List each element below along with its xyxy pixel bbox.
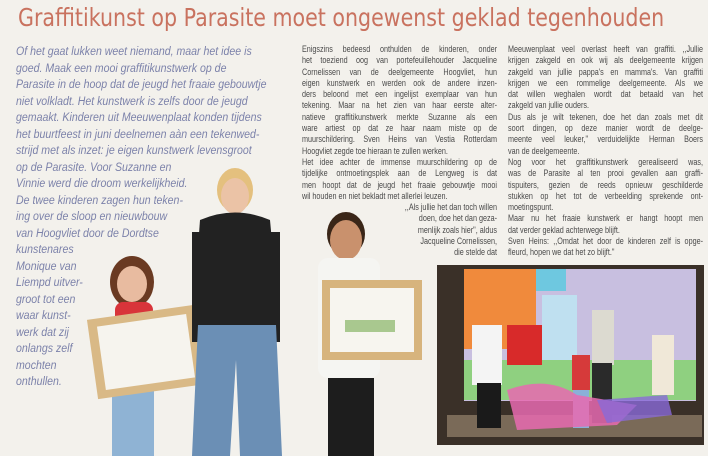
paragraph [508, 44, 703, 112]
text-line: Dus als je wilt tekenen, doe het dan zoals met dit [508, 111, 703, 122]
text-line: Cornelissen van de deelgemeente Hoogvliet, hun [302, 66, 497, 77]
article-column-2 [302, 44, 497, 259]
quote-line: ,,Als jullie het dan toch willen [404, 202, 497, 213]
intro-line: onlangs zelf [16, 341, 73, 355]
text-line: dat verder geklad achterwege blijft. [508, 224, 620, 235]
intro-line: onthullen. [16, 374, 62, 388]
text-line: natieve graffitikunstwerk merkte Suzanne als een [302, 111, 497, 122]
text-line: muurschildering. Sven Heins van Vestia Rotterdam [302, 134, 497, 145]
intro-line: werk dat zij [16, 324, 69, 339]
text-line: Enigszins bedeesd onthulden de kinderen, onder [302, 44, 497, 54]
photo-mural-unveiling [437, 265, 704, 445]
article-column-3 [508, 44, 703, 259]
text-line: was de Parasite al ten prooi gevallen aan graffi- [508, 168, 703, 179]
text-line: Het idee achter de immense muurschildering op de [302, 156, 497, 167]
text-line: krijgen we een rommelige deelgemeente. Als we [508, 77, 703, 88]
text-line: men hoopt dat de jeugd het fraaie gebouwtje mooi [302, 179, 497, 190]
text-line: tispuiters, gezien de reeds opnieuw geschilderde [508, 179, 703, 190]
intro-line: strijd met als inzet: je eigen kunstwerk levensgroot [16, 143, 252, 157]
text-line: het toeziend oog van portefeuillehouder Jacqueline [302, 55, 497, 66]
text-line: van de deelgemeente. [508, 145, 580, 156]
intro-line: Monique van [16, 258, 77, 273]
intro-line: Parasite in de hoop dat de jeugd het fraaie gebouwtje [16, 77, 267, 91]
quote-line: die stelde dat [454, 247, 497, 258]
text-line: ders beloond met een ingelijst exemplaar van hun [302, 89, 497, 100]
text-line: eigen kunstwerk en werden ook de andere inzen- [302, 77, 497, 88]
text-line: fleurd, hopen we dat het zo blijft." [508, 247, 615, 258]
text-line: meente veel leuker," verduidelijkte Herman Boers [508, 134, 703, 145]
pull-quote [302, 202, 497, 258]
quote-line: doen, doe het dan geza- [418, 213, 497, 224]
text-line: Nog voor het graffitikunstwerk gerealiseerd was, [508, 156, 703, 167]
intro-line: van Hoogvliet door de Dordtse [16, 225, 159, 240]
text-line: Meeuwenplaat veel overlast heeft van graffiti. ,,Jullie [508, 44, 703, 54]
text-line: zakgeld van jullie ouders. [508, 100, 589, 111]
intro-line: Of het gaat lukken weet niemand, maar het idee is [16, 44, 252, 58]
text-line: Sven Heins: ,,Omdat het door de kinderen zelf is opge- [508, 236, 703, 247]
intro-line: gemaakt. Kinderen uit Meeuwenplaat konden tijdens [16, 110, 262, 124]
intro-line: goed. Maak een mooi graffitikunstwerk op de [16, 60, 227, 75]
text-line: dat willen weghalen wordt dat betaald van het [508, 89, 703, 100]
intro-line: kunstenares [16, 242, 74, 256]
boy-drawing-frame [322, 280, 422, 360]
paragraph [508, 157, 703, 213]
text-line: krijgen zakgeld en ook wij als deelgemeente krijgen [508, 55, 703, 66]
intro-line: het buurtfeest in juni deelnemen aàn een tekenwed- [16, 126, 260, 141]
intro-line: op de Parasite. Voor Suzanne en [16, 159, 172, 174]
intro-line: mochten [16, 357, 57, 372]
intro-line: waar kunst- [16, 308, 71, 322]
text-line: ware artiest op dat ze haar naam miste op de [302, 123, 497, 134]
text-line: tekening. Maar na het zien van haar eerste alter- [302, 100, 497, 111]
intro-line: ing over de sloop en nieuwbouw [16, 209, 168, 223]
text-line: zakgeld van jullie pappa's en mamma's. Van graffiti [508, 66, 703, 77]
intro-line: niet volkladt. Het kunstwerk is zelfs door de jeugd [16, 93, 248, 108]
intro-line: Vinnie werd die droom werkelijkheid. [16, 176, 188, 190]
intro-line: De twee kinderen zagen hun teken- [16, 192, 183, 207]
quote-line: menlijk zoals hier", aldus [417, 224, 497, 235]
article-title: Graffitikunst op Parasite moet ongewenst geklad tegenhouden [18, 3, 665, 32]
text-line: moetingspunt. [508, 202, 554, 213]
paragraph [508, 213, 703, 236]
text-line: soort dingen, op deze manier wordt de deelge- [508, 123, 703, 134]
text-line: Maar nu het fraaie kunstwerk er hangt hoopt men [508, 213, 703, 224]
text-line: stukken op het tot de verbeelding sprekende ont- [508, 190, 703, 201]
article-intro [16, 43, 291, 390]
paragraph [508, 236, 703, 259]
paragraph [302, 157, 497, 202]
quote-line: Jacqueline Cornelissen, [420, 236, 497, 247]
intro-line: groot tot een [16, 291, 76, 306]
text-line: wil houden en niet bekladt met allerlei leuzen. [302, 190, 448, 201]
text-line: Hoogvliet zegde toe hieraan te zullen werken. [302, 145, 448, 156]
paragraph [508, 112, 703, 157]
intro-line: Liempd uitver- [16, 275, 83, 289]
paragraph [302, 44, 497, 157]
text-line: tijdelijke ontmoetingsplek aan de Lengweg is dat [302, 168, 497, 179]
